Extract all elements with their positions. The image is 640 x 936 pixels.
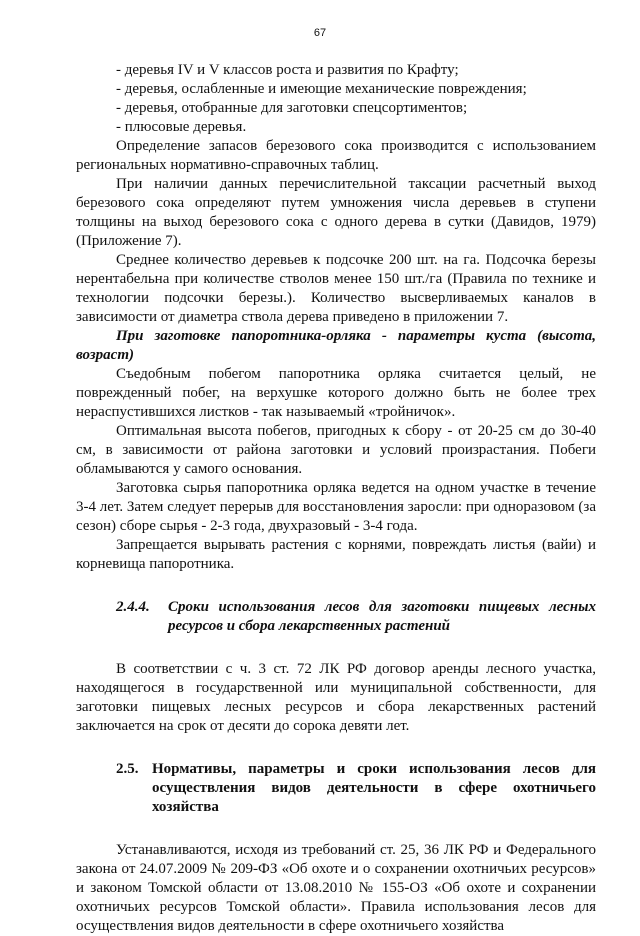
paragraph: В соответствии с ч. 3 ст. 72 ЛК РФ договор аренды лесного участка, находящегося в государственной или муниципальной собственности, для заготовки пищевых лесных ресурсов и сбора лекарственных растений заключается на срок от десяти до сорока девяти лет. bbox=[76, 661, 596, 734]
section-number: 2.4.4. bbox=[116, 599, 150, 615]
list-item: - деревья, отобранные для заготовки спецсортиментов; bbox=[116, 100, 468, 116]
document-body bbox=[76, 61, 596, 936]
section-heading-2-4-4 bbox=[76, 598, 596, 636]
paragraph: Съедобным побегом папоротника орляка считается целый, не поврежденный побег, на верхушке которого должно быть не более трех нераспустившихся листков - так называемый «тройничок». bbox=[76, 366, 596, 420]
page-number: 67 bbox=[313, 27, 327, 39]
subheading: При заготовке папоротника-орляка - параметры куста (высота, возраст) bbox=[76, 328, 596, 363]
section-heading-2-5 bbox=[76, 760, 596, 817]
section-title: Сроки использования лесов для заготовки пищевых лесных ресурсов и сбора лекарственных растений bbox=[168, 599, 596, 634]
list-item: - деревья IV и V классов роста и развития по Крафту; bbox=[116, 62, 459, 78]
list-item: - плюсовые деревья. bbox=[116, 119, 247, 135]
section-number: 2.5. bbox=[116, 761, 139, 777]
paragraph: Запрещается вырывать растения с корнями, повреждать листья (вайи) и корневища папоротника. bbox=[76, 537, 596, 572]
paragraph: Среднее количество деревьев к подсочке 200 шт. на га. Подсочка березы нерентабельна при количестве стволов менее 150 шт./га (Правила по технике и технологии подсочки березы.). Количество высверливаемых каналов в зависимости от диаметра ствола дерева приведено в приложении 7. bbox=[76, 252, 596, 325]
paragraph: Определение запасов березового сока производится с использованием региональных нормативно-справочных таблиц. bbox=[76, 138, 596, 173]
paragraph: При наличии данных перечислительной таксации расчетный выход березового сока определяют путем умножения числа деревьев в ступени толщины на выход березового сока с одного дерева в сутки (Давидов, 1979) (Приложение 7). bbox=[76, 176, 596, 249]
section-title: Нормативы, параметры и сроки использования лесов для осуществления видов деятельности в сфере охотничьего хозяйства bbox=[152, 761, 596, 815]
paragraph: Оптимальная высота побегов, пригодных к сбору - от 20-25 см до 30-40 см, в зависимости от района заготовки и условий произрастания. Побеги обламываются у самого основания. bbox=[76, 423, 596, 477]
paragraph: Устанавливаются, исходя из требований ст. 25, 36 ЛК РФ и Федерального закона от 24.07.2009 № 209-ФЗ «Об охоте и о сохранении охотничьих ресурсов» и законом Томской области от 13.08.2010 № 155-ОЗ «Об охоте и сохранении охотничьих ресурсов Томской области». Правила использования лесов для осуществления видов деятельности в сфере охотничьего хозяйства bbox=[76, 842, 596, 934]
list-item: - деревья, ослабленные и имеющие механические повреждения; bbox=[116, 81, 527, 97]
paragraph: Заготовка сырья папоротника орляка ведется на одном участке в течение 3-4 лет. Затем следует перерыв для восстановления заросли: при одноразовом (за сезон) сборе сырья - 2-3 года, двухразовый - 3-4 года. bbox=[76, 480, 596, 534]
